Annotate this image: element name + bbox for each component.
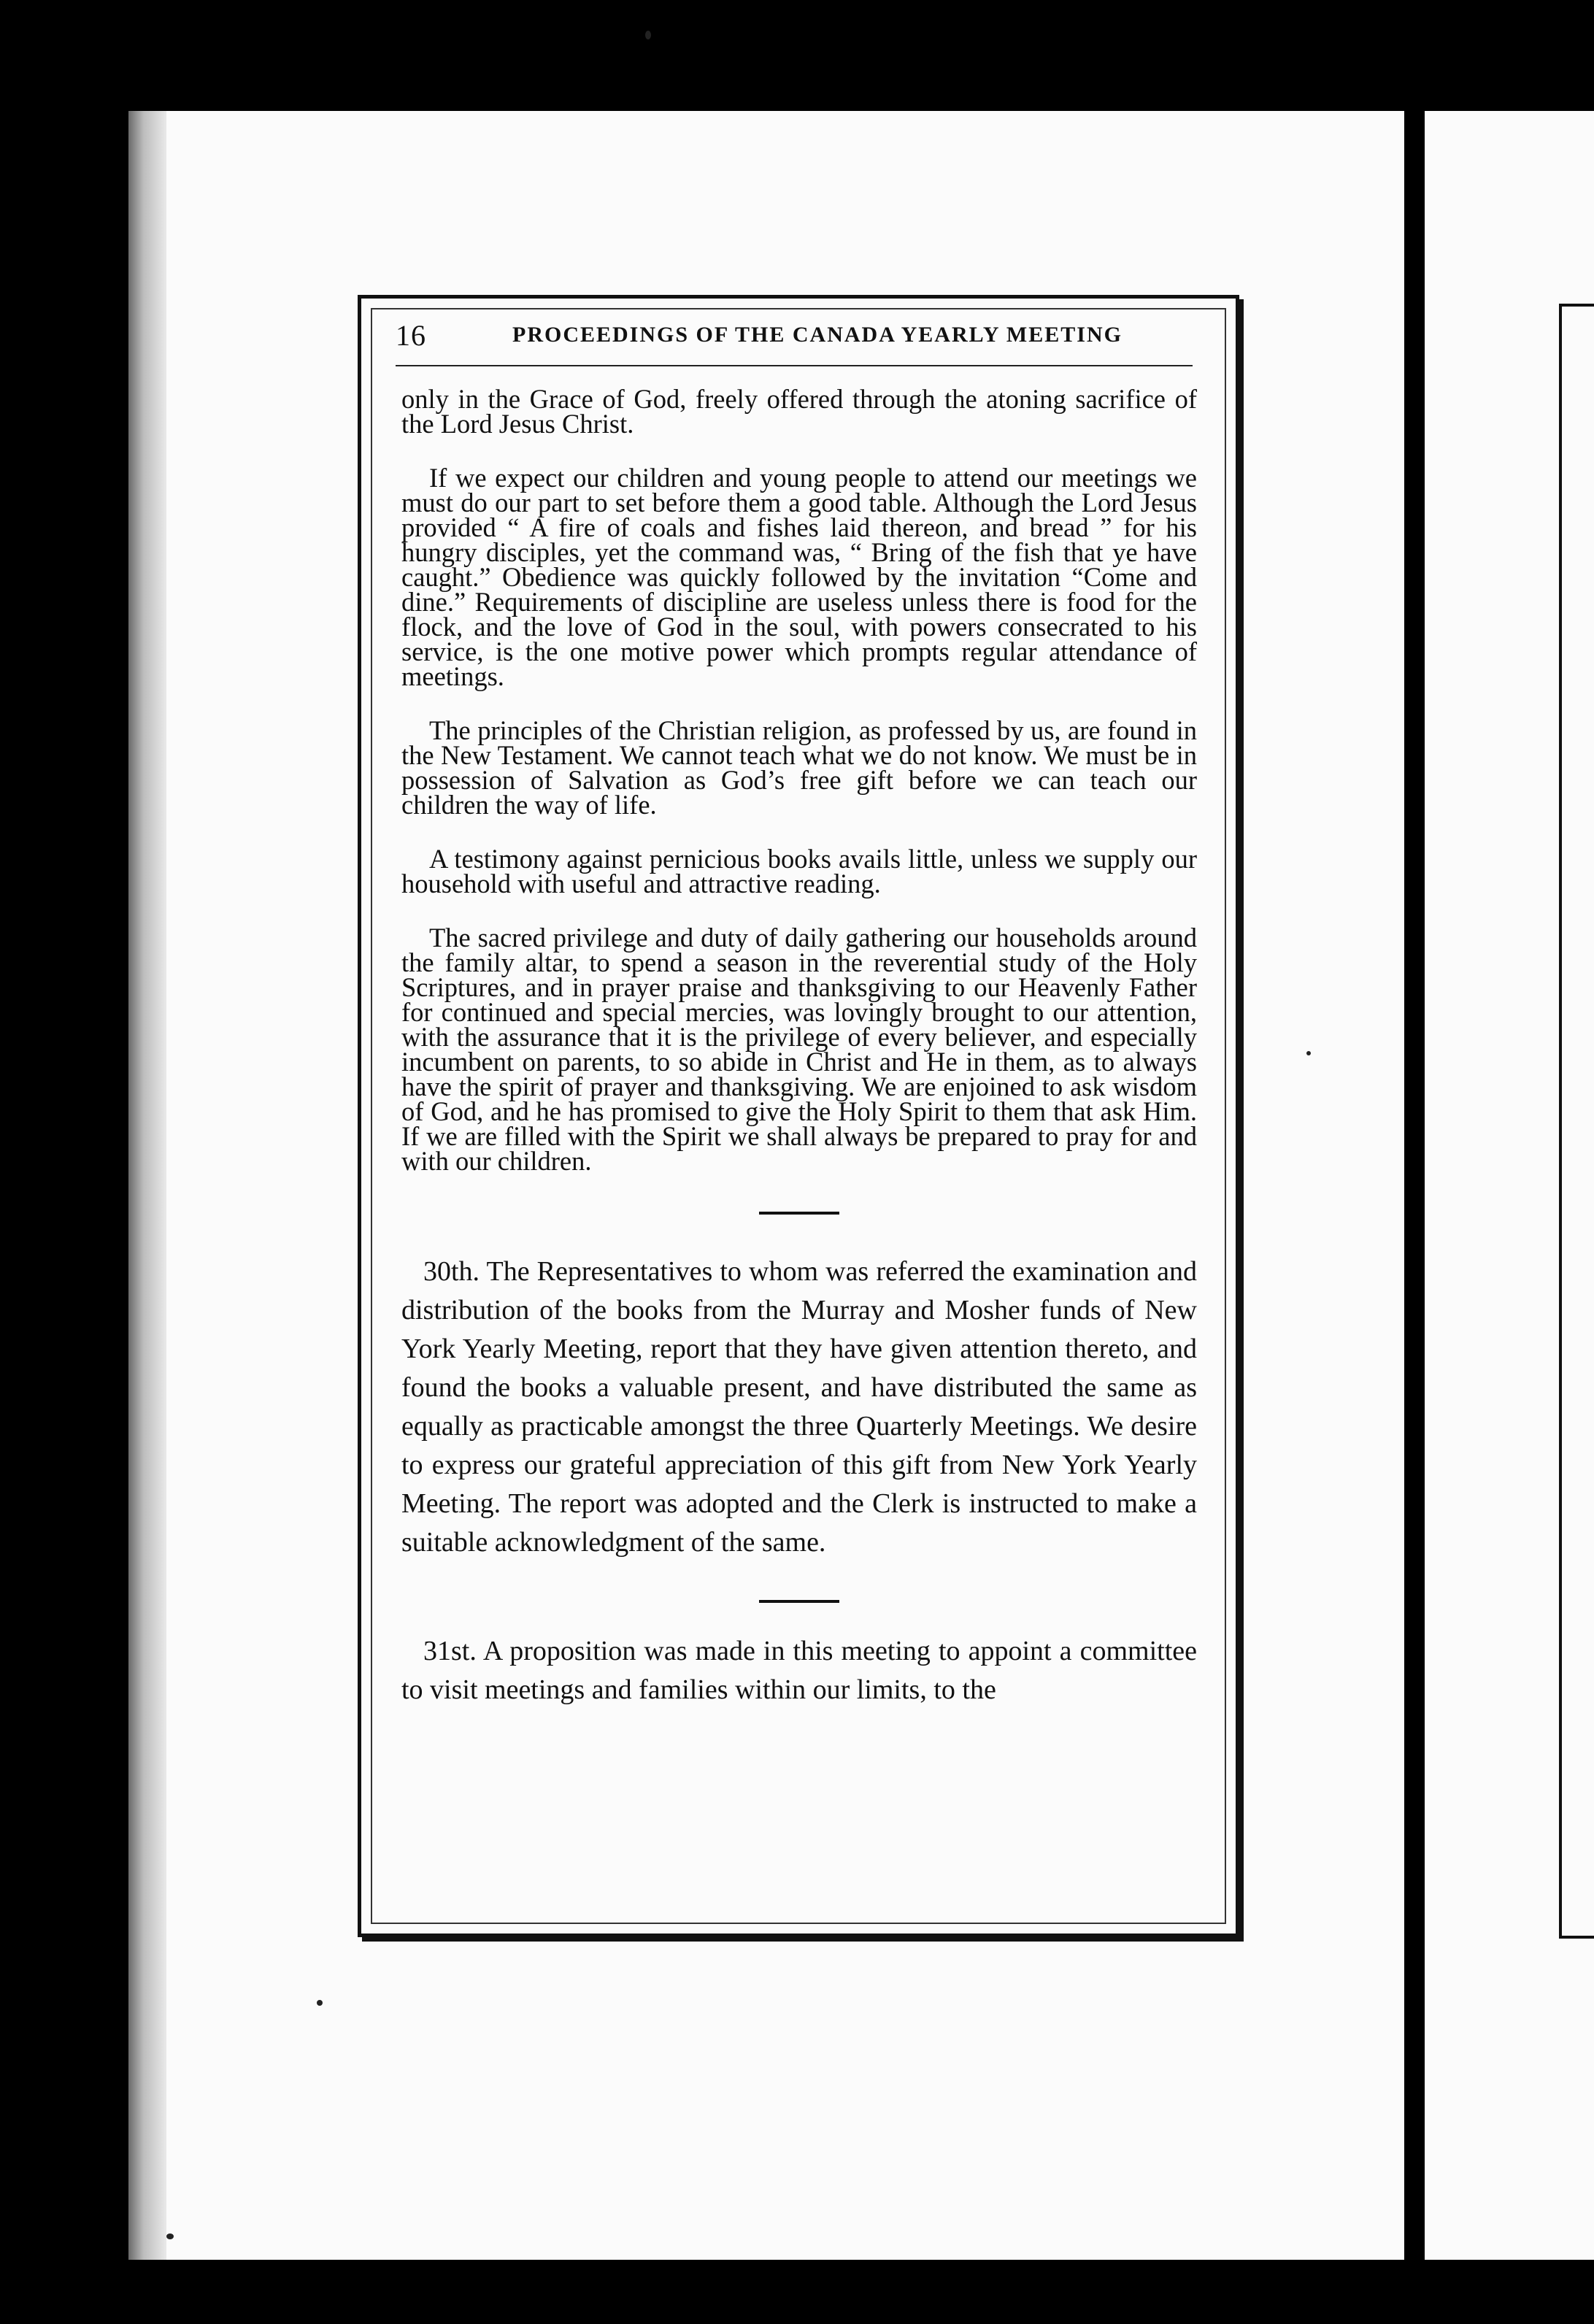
scan-speck [317, 2000, 323, 2006]
paragraph: only in the Grace of God, freely offered through the atoning sacrifice of the Lord Jesus Christ. [401, 384, 1197, 439]
head-rule [396, 365, 1193, 366]
page-binding-edge [128, 111, 166, 2260]
paragraph: A testimony against pernicious books avails little, unless we supply our household with useful and attractive reading. [401, 844, 1197, 899]
running-head-title: PROCEEDINGS OF THE CANADA YEARLY MEETING [512, 323, 1123, 347]
minute-paragraph: 30th. The Representatives to whom was referred the examination and distribution of the books from the Murray and Mosher funds of New York Yearly Meeting, report that they have given attention thereto, and found the books a valuable present, and have distributed the same as equally as practicable amongst the three Quarterly Meetings. We desire to express our grateful appreciation of this gift from New York Yearly Meeting. The report was adopted and the Clerk is instructed to make a suitable acknowledgment of the same. [401, 1256, 1197, 1558]
scan-speck [1306, 1051, 1311, 1055]
page-body [401, 384, 1197, 1709]
scan-speck [166, 2233, 174, 2239]
minute-paragraph: 31st. A proposition was made in this meeting to appoint a committee to visit meetings and families within our limits, to the [401, 1636, 1197, 1705]
running-head [396, 318, 1213, 359]
page-number: 16 [396, 319, 426, 352]
paragraph: If we expect our children and young people to attend our meetings we must do our part to set before them a good table. Although the Lord Jesus provided “ A fire of coals and fishes laid thereon, and bread ” for his hungry disciples, yet the command was, “ Bring of the fish that ye have caught.” Obedience was quickly followed by the invitation “Come and dine.” Requirements of discipline are useless unless there is food for the flock, and the love of God in the soul, with powers consecrated to his service, is the one motive power which prompts regular attendance of meetings. [401, 463, 1197, 691]
paragraph: The sacred privilege and duty of daily gathering our households around the family altar, to spend a season in the reverential study of the Holy Scriptures, and in prayer praise and thanksgiving to our Heavenly Father for continued and special mercies, was lovingly brought to our attention, with the assurance that it is the privilege of every believer, and especially incumbent on parents, to so abide in Christ and He in them, as to always have the spirit of prayer and thanksgiving. We are enjoined to ask wisdom of God, and he has promised to give the Holy Spirit to them that ask Him. If we are filled with the Spirit we shall always be prepared to pray for and with our children. [401, 923, 1197, 1176]
scan-speck [645, 31, 651, 39]
right-page-frame [1559, 304, 1594, 1939]
paragraph: The principles of the Christian religion, as professed by us, are found in the New Testament. We cannot teach what we do not know. We must be in possession of Salvation as God’s free gift before we can teach our children the way of life. [401, 715, 1197, 820]
